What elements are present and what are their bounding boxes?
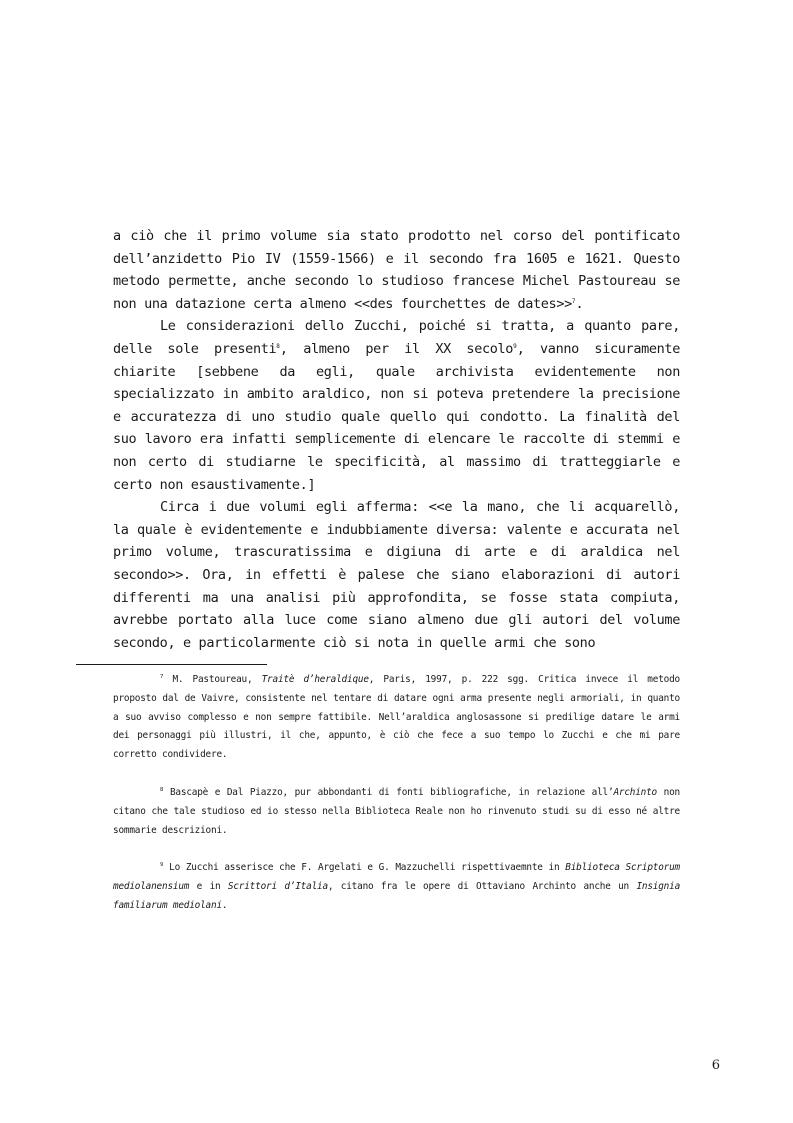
footnotes — [113, 671, 680, 935]
page-number: 6 — [711, 1058, 720, 1073]
paragraph-2: Le considerazioni dello Zucchi, poiché si tratta, a quanto pare, delle sole presenti$^8$, almeno per il XX secolo$^9$, vanno sicuramente chiarite [sebbene da egli, quale archivista evidentemente non specializzato in ambito araldico, non si poteva pretendere la precisione e accuratezza di uno studio quale quello qui condotto. La finalità del suo lavoro era infatti semplicemente di elencare le raccolte di stemmi e non certo di studiarne le specificità, al massimo di tratteggiarle e certo non esaustivamente.] — [113, 318, 680, 493]
footnote-separator — [76, 664, 267, 665]
paragraph-1: a ciò che il primo volume sia stato prodotto nel corso del pontificato dell’anzidetto Pio IV (1559-1566) e il secondo fra 1605 e 1621. Questo metodo permette, anche secondo lo studioso francese Michel Pastoureau se non una datazione certa almeno <<des fourchettes de dates>>$^7$. — [113, 228, 680, 312]
cited-title: Scrittori d’Italia — [227, 881, 328, 893]
footnote-ref-7[interactable]: 7 — [571, 297, 576, 305]
footnote-number: 9 — [160, 862, 164, 869]
cited-title: Archinto — [613, 786, 657, 798]
footnote-9: $^9$ Lo Zucchi asserisce che F. Argelati e G. Mazzuchelli rispettivaemnte in Biblioteca Scriptorum mediolanensium e in Scrittori d’Italia, citano fra le opere di Ottaviano Archinto anche un Insignia familiarum mediolani. — [113, 862, 681, 911]
footnote-8: $^8$ Bascapè e Dal Piazzo, pur abbondanti di fonti bibliografiche, in relazione all’Archinto non citano che tale studioso ed io stesso nella Biblioteca Reale non ho rinvenuto studi su di esso né altre sommarie descrizioni. — [113, 786, 680, 836]
cited-title: Traitè d’heraldique — [261, 674, 369, 685]
paragraph-3: Circa i due volumi egli afferma: <<e la mano, che li acquarellò, la quale è evidentemente e indubbiamente diversa: valente e accurata nel primo volume, trascuratissima e digiuna di arte e di araldica nel secondo>>. Ora, in effetti è palese che siano elaborazioni di autori differenti ma una analisi più approfondita, se fosse stata compiuta, avrebbe portato alla luce come siano almeno due gli autori del volume secondo, e particolarmente ciò si nota in quelle armi che sono — [113, 499, 680, 651]
footnote-7: $^7$ M. Pastoureau, Traitè d’heraldique, Paris, 1997, p. 222 sgg. Critica invece il metodo proposto dal de Vaivre, consistente nel tentare di datare ogni arma presente negli armoriali, in quanto a suo avviso complesso e non sempre fattibile. Nell’araldica anglosassone si predilige datare le armi dei personaggi più illustri, il che, appunto, è ciò che fece a suo tempo lo Zucchi e che mi pare corretto condividere. — [113, 674, 680, 761]
footnote-ref-9[interactable]: 9 — [513, 342, 517, 350]
footnote-number: 7 — [160, 674, 164, 680]
footnote-number: 8 — [160, 786, 164, 793]
cited-title: Biblioteca Scriptorum mediolanensium — [113, 862, 680, 893]
cited-title: Insignia familiarum mediolani — [113, 881, 681, 911]
footnote-ref-8[interactable]: 8 — [276, 342, 280, 350]
main-text — [113, 225, 680, 654]
